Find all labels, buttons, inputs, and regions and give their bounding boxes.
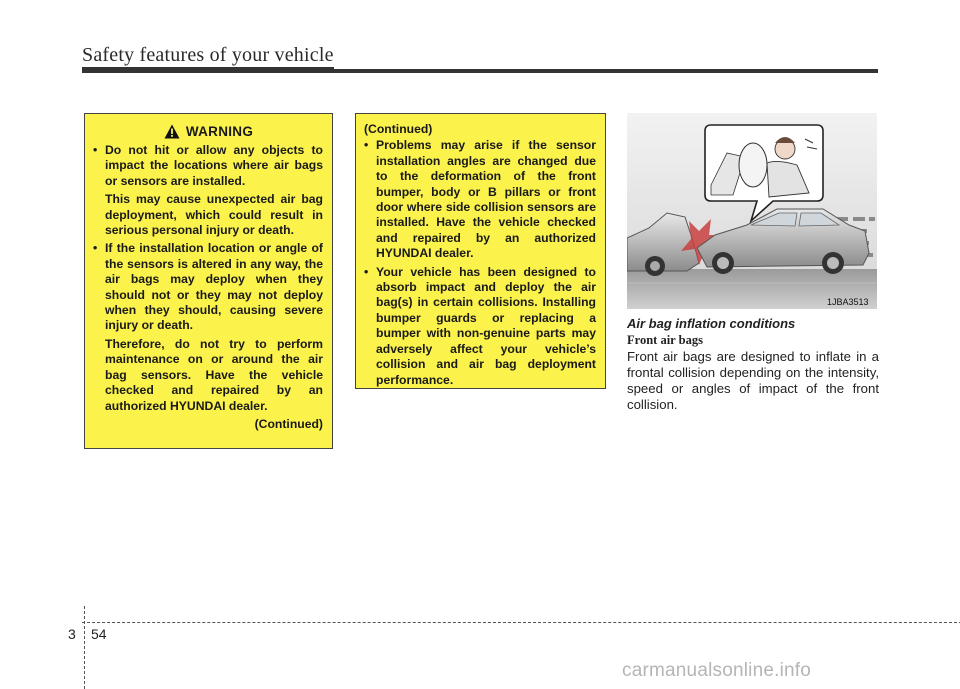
continued-bullet-2 bbox=[356, 265, 605, 388]
continued-bullet-2-text: Your vehicle has been designed to absorb impact and deploy the air bag(s) in certain collisions. Installing bumper guards or replacing a bumper with non-genuine parts may adversely affect your vehicle’s collision and air bag deployment performance. bbox=[376, 264, 596, 387]
warning-bullet-2 bbox=[85, 241, 332, 333]
chapter-number: 3 bbox=[68, 626, 76, 642]
continued-heading: (Continued) bbox=[364, 122, 433, 136]
warning-bullet-1 bbox=[85, 143, 332, 189]
bullet-dot: • bbox=[364, 138, 369, 153]
bullet-dot: • bbox=[93, 143, 98, 157]
footer-divider bbox=[84, 606, 85, 689]
footer-rule bbox=[82, 622, 960, 623]
warning-bullet-2-sub: Therefore, do not try to perform maintenance on or around the air bag sensors. Have the vehicle checked and repaired by an authorized HYUNDAI dealer. bbox=[105, 336, 323, 413]
bullet-dot: • bbox=[93, 241, 98, 256]
warning-heading bbox=[85, 124, 332, 139]
warning-box bbox=[84, 113, 333, 449]
warning-heading-label: WARNING bbox=[185, 124, 254, 139]
section-body: Front air bags are designed to inflate in a frontal collision depending on the intensity, speed or angles of impact of the front collision. bbox=[627, 349, 879, 412]
continued-bullet-1 bbox=[356, 138, 605, 261]
section-title: Air bag inflation conditions bbox=[627, 316, 796, 331]
frontal-collision-illustration bbox=[627, 113, 877, 309]
warning-continued-label: (Continued) bbox=[254, 416, 323, 431]
warning-bullet-1-sub: This may cause unexpected air bag deployment, which could result in serious personal injury or death. bbox=[105, 192, 323, 238]
continued-box bbox=[355, 113, 606, 389]
warning-triangle-icon bbox=[164, 124, 180, 139]
page-header-title: Safety features of your vehicle bbox=[82, 44, 334, 66]
warning-bullet-1-text: Do not hit or allow any objects to impact the locations where air bags or sensors are installed. bbox=[105, 143, 323, 188]
continued-bullet-1-text: Problems may arise if the sensor installation angles are changed due to the deformation of the front bumper, body or B pillars or front door where side collision sensors are installed. Have the vehicle checked and repaired by an authorized HYUNDAI dealer. bbox=[376, 138, 596, 261]
section-subtitle: Front air bags bbox=[627, 333, 703, 347]
bullet-dot: • bbox=[364, 264, 369, 279]
warning-bullet-2-text: If the installation location or angle of the sensors is altered in any way, the air bags may deploy when they should not or they may not deploy when they should, causing severe injury or death. bbox=[105, 241, 323, 333]
page-number: 54 bbox=[91, 626, 107, 642]
watermark-text: carmanualsonline.info bbox=[622, 660, 812, 681]
header-rule-accent bbox=[82, 67, 334, 73]
illustration-code: 1JBA3513 bbox=[827, 297, 869, 307]
